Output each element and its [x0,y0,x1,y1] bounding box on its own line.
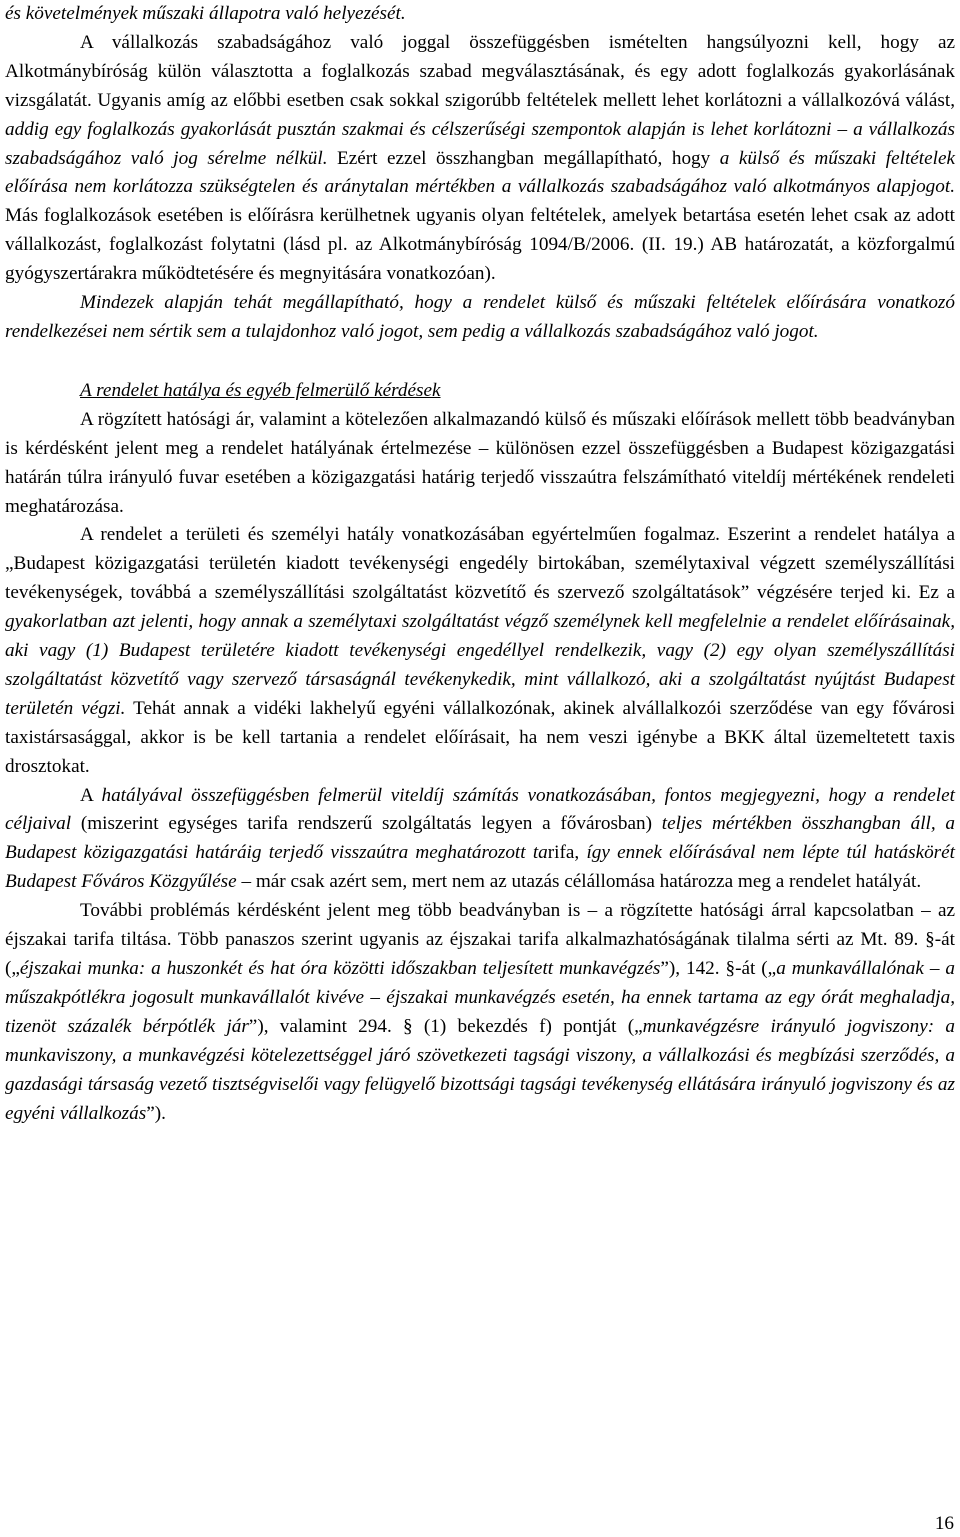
section-gap [5,347,955,377]
italic-text: Mindezek alapján tehát megállapítható, hogy a rendelet külső és műszaki feltételek előírására vonatkozó rendelkezései nem sértik sem a tulajdonhoz való jogot, sem pedig a vállalkozás szabadságához való jogot. [5,292,955,342]
text-run: Ezért ezzel összhangban megállapítható, hogy [327,147,720,169]
text-run: A vállalkozás szabadságához való joggal összefüggésben ismételten hangsúlyozni kell, hogy az Alkotmánybíróság külön választotta a foglalkozás szabad megválasztásának, és egy adott foglalkozás gyakorlásának vizsgálatát. Ugyanis amíg az előbbi esetben csak sokkal szigorúbb feltételek mellett lehet korlátozni a vállalkozóvá válást, [5,31,955,111]
text-run: A [80,784,102,806]
italic-text: és követelmények műszaki állapotra való helyezését. [5,3,406,24]
italic-text: addig egy foglalkozás gyakorlását pusztán szakmai és célszerűségi szempontok alapján is lehet korlátozni – a vállalkozás szabadságához való jog sérelme nélkül. [5,118,955,169]
text-run: Más foglalkozások esetében is előírásra kerülhetnek ugyanis olyan feltételek, amelyek betartása esetén lehet csak az adott vállalkozást, foglalkozást folytatni (lásd pl. az Alkotmánybíróság 1094/B/2006. (II. 19.) AB határozatát, a közforgalmú gyógyszertárakra működtetésére és megnyitására vonatkozóan). [5,205,955,285]
page-number: 16 [934,1513,954,1534]
section-heading [5,377,955,406]
paragraph [5,29,955,289]
text-run: (miszerint egységes tarifa rendszerű szolgáltatás legyen a fővárosban) [71,813,662,835]
paragraph [5,406,955,522]
text-run: ”), 142. §-át („ [660,958,777,979]
document-page [5,0,955,1128]
italic-text: teljes mértékben összhangban áll, a Budapest közigazgatási határáig terjedő visszaútra meghatározott ta [5,813,955,864]
text-run: A rendelet a területi és személyi hatály vonatkozásában egyértelműen fogalmaz. Eszerint a rendelet hatálya a „Budapest közigazgatási területén kiadott tevékenységi engedély birtokában, személytaxival végzett személyszállítási tevékenységek, továbbá a személyszállítási szolgáltatást közvetítő és szervező szolgáltatások” végzésére terjed ki. Ez a [5,524,955,604]
italic-text: így ennek előírásával nem lépte túl hatáskörét Budapest Főváros Közgyűlése [5,842,956,893]
paragraph [5,0,955,29]
italic-text: a munkavállalónak – a műszakpótlékra jogosult munkavállalót kivéve – éjszakai munkavégzés esetén, ha ennek tartama az egy órát meghaladja, tizenöt százalék bérpótlék jár [5,958,955,1037]
paragraph [5,897,955,1128]
text-run: A rögzített hatósági ár, valamint a kötelezően alkalmazandó külső és műszaki előírások mellett több beadványban is kérdésként jelent meg a rendelet hatályának értelmezése – különösen ezzel összefüggésben a Budapest közigazgatási határán túlra irányuló fuvar esetében a közigazgatási határig terjedő visszaútra felszámítható viteldíj mértékének rendeleti meghatározása. [5,408,955,517]
text-run: rifa, [547,842,587,864]
italic-text: éjszakai munka: a huszonkét és hat óra közötti időszakban teljesített munkavégzés [19,958,661,979]
text-run: ”), valamint 294. § (1) bekezdés f) pontját („ [248,1015,643,1037]
italic-text: hatályával összefüggésben felmerül viteldíj számítás vonatkozásában, fontos megjegyezni, hogy a rendelet céljaival [5,784,955,835]
text-run: További problémás kérdésként jelent meg több beadványban is – a rögzítette hatósági árral kapcsolatban – az éjszakai tarifa tiltása. Több panaszos szerint ugyanis az éjszakai tarifa alkalmazhatóságának tilalma sérti az Mt. 89. §-át („ [5,900,955,979]
italic-text: A rendelet hatálya és egyéb felmerülő kérdések [80,379,441,401]
italic-text: munkavégzésre irányuló jogviszony: a munkaviszony, a munkavégzési kötelezettséggel járó szövetkezeti tagsági viszony, a vállalkozási és megbízási szerződés, a gazdasági társaság vezető tisztségviselői vagy felügyelő bizottsági tagsági tevékenység ellátására irányuló jogviszony és az egyéni vállalkozás [5,1015,956,1124]
text-run: – már csak azért sem, mert nem az utazás célállomása határozza meg a rendelet hatályát. [236,871,922,893]
italic-text: a külső és műszaki feltételek előírása nem korlátozza szükségtelen és aránytalan mértékben a vállalkozás szabadságához való alkotmányos alapjogot. [5,147,956,198]
paragraph [5,289,955,347]
italic-text: gyakorlatban azt jelenti, hogy annak a személytaxi szolgáltatást végző személynek kell megfelelnie a rendelet előírásainak, aki vagy (1) Budapest területére kiadott tevékenységi engedéllyel rendelkezik, vagy (2) egy olyan személyszállítási szolgáltatást közvetítő vagy szervező társaságnál tevékenykedik, mint vállalkozó, aki a szolgáltatást nyújtást Budapest területén végzi. [5,611,955,719]
paragraph [5,521,955,781]
text-run: Tehát annak a vidéki lakhelyű egyéni vállalkozónak, akinek alvállalkozói szerződése van egy fővárosi taxistársasággal, akkor is be kell tartania a rendelet előírásait, ha nem veszi igénybe a BKK által üzemeltetett taxis drosztokat. [5,697,955,777]
text-run: ”). [146,1102,166,1124]
paragraph [5,782,955,898]
